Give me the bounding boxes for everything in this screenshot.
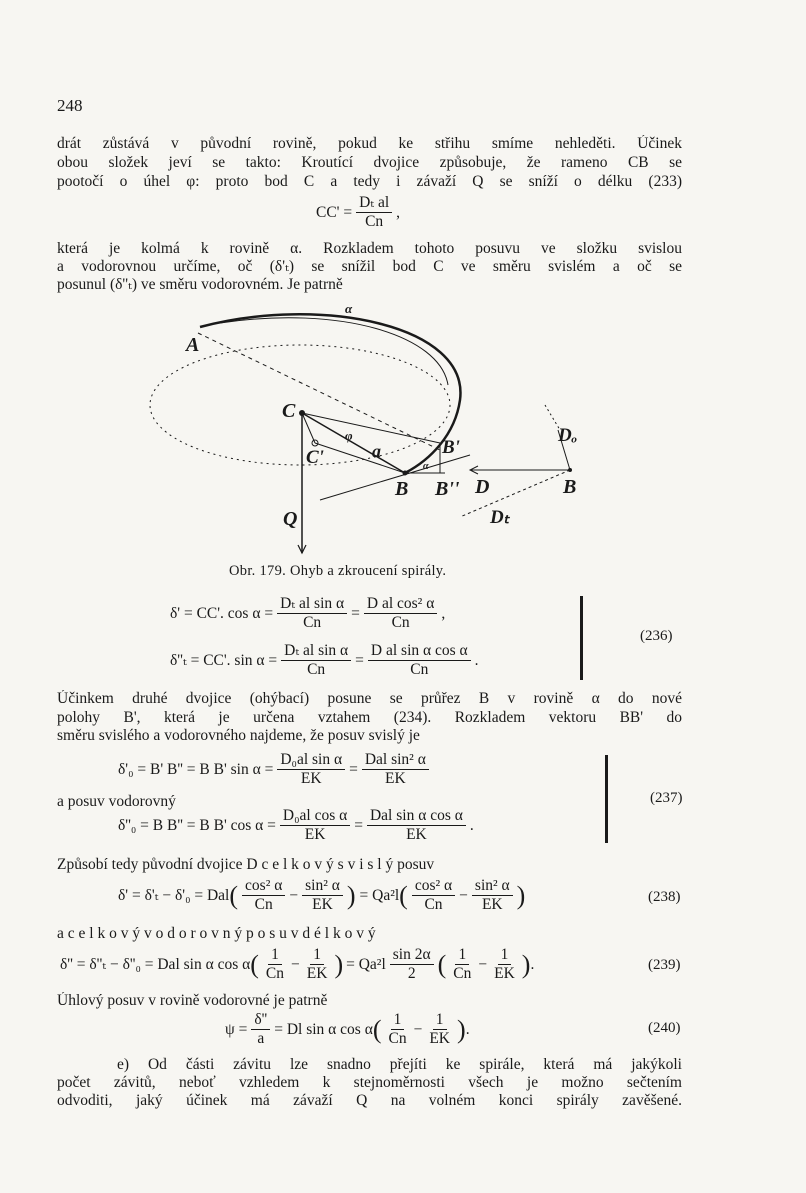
dotted-ellipse <box>150 345 450 465</box>
point-c <box>299 410 305 416</box>
equation-number: (240) <box>648 1020 681 1036</box>
text-line: Způsobí tedy původní dvojice D c e l k o v ý s v i s l ý posuv <box>57 856 435 873</box>
text-line: posunul (δ''ₜ) ve směru vodorovném. Je patrně <box>57 276 343 293</box>
label-d0: Dₒ <box>558 425 578 446</box>
numerator: sin² α <box>472 878 513 896</box>
eq-equals: = <box>354 816 363 834</box>
text-line: Úhlový posuv v rovině vodorovné je patrně <box>57 992 328 1009</box>
fraction <box>242 878 285 913</box>
equation-236-row1 <box>170 596 445 631</box>
text-line: počet závitů, neboť vzhledem k stejnoměrnosti všech je možno sečtením <box>57 1074 682 1091</box>
fraction <box>426 1012 453 1047</box>
equation-240 <box>225 1012 470 1047</box>
label-c: C <box>282 400 296 422</box>
figure-spiral-bending <box>140 295 600 560</box>
text-line: Účinkem druhé dvojice (ohýbací) posune se průřez B v rovině α do nové <box>57 690 682 707</box>
numerator: Dal sin² α <box>362 752 429 770</box>
denominator: Cn <box>365 213 384 230</box>
page-number: 248 <box>57 96 83 115</box>
eq-equals: = <box>355 651 364 669</box>
label-d: D <box>475 476 490 498</box>
figure-caption: Obr. 179. Ohyb a zkroucení spirály. <box>229 563 447 579</box>
equation-237-row1 <box>118 752 433 787</box>
denominator: Cn <box>391 614 410 631</box>
numerator: cos² α <box>242 878 285 896</box>
label-b: B <box>395 478 409 500</box>
denominator: Cn <box>307 661 326 678</box>
equation-233 <box>316 195 400 230</box>
paren: ( <box>229 880 239 910</box>
fraction <box>263 947 287 982</box>
fraction <box>390 947 434 982</box>
label-alpha: α <box>345 301 353 316</box>
fraction <box>362 752 429 787</box>
label-bprime: B' <box>442 437 460 458</box>
fraction <box>277 596 347 631</box>
text-line: a posuv vodorovný <box>57 793 176 810</box>
paren: ) <box>346 880 356 910</box>
eq-lhs: δ''ₜ = CC'. sin α = <box>170 652 278 669</box>
numerator: 1 <box>268 947 282 965</box>
numerator: D₀al cos α <box>280 808 350 826</box>
text-line: polohy B', která je určena vztahem (234). Rozkladem vektoru BB' do <box>57 709 682 726</box>
paren: ( <box>372 1014 382 1044</box>
fraction <box>251 1012 270 1047</box>
denominator: EK <box>494 965 515 982</box>
equation-number: (239) <box>648 957 681 973</box>
denominator: EK <box>304 826 326 843</box>
equation-number: (236) <box>640 628 673 644</box>
label-cprime: C' <box>306 447 324 468</box>
fraction <box>412 878 455 913</box>
fraction <box>364 596 437 631</box>
numerator: 1 <box>310 947 324 965</box>
eq-tail: . <box>530 955 535 973</box>
label-a: A <box>186 334 200 356</box>
label-phi: φ <box>345 428 353 443</box>
eq-lhs: δ''₀ = B B'' = B B' cos α = <box>118 816 276 834</box>
eq-lhs: CC' = <box>316 203 353 221</box>
fraction <box>386 1012 410 1047</box>
text-line: obou složek jeví se takto: Kroutící dvojice způsobuje, že rameno CB se <box>57 154 682 171</box>
paren: ) <box>516 880 526 910</box>
numerator: Dₜ al <box>356 195 392 213</box>
eq-minus: − <box>459 886 468 904</box>
fraction <box>281 643 351 678</box>
point-b <box>403 471 408 476</box>
text-line: a c e l k o v ý v o d o r o v n ý p o s u v d é l k o v ý <box>57 925 376 942</box>
arc-spring <box>200 314 460 473</box>
numerator: Dₜ al sin α <box>281 643 351 661</box>
label-a-small: a <box>372 441 381 461</box>
label-q: Q <box>283 508 298 530</box>
denominator: Cn <box>303 614 322 631</box>
eq-minus: − <box>478 955 488 973</box>
text-line: směru svislého a vodorovného najdeme, že posuv svislý je <box>57 727 420 744</box>
eq-lhs: δ'' = δ''ₜ − δ''₀ = Dal sin α cos α <box>60 956 251 973</box>
fraction <box>367 808 466 843</box>
text-line: a vodorovnou určíme, oč (δ'ₜ) se snížil bod C ve směru svislém a oč se <box>57 258 682 275</box>
eq-equals: = <box>351 604 360 622</box>
eq-lhs: δ' = CC'. cos α = <box>170 604 274 622</box>
numerator: 1 <box>391 1012 405 1030</box>
eq-rhs: = Qa²l <box>346 955 386 973</box>
numerator: Dₜ al sin α <box>277 596 347 614</box>
eq-rhs: = Qa²l <box>359 886 400 904</box>
numerator: cos² α <box>412 878 455 896</box>
numerator: 1 <box>455 947 469 965</box>
fraction <box>280 808 350 843</box>
paren: ) <box>521 949 531 979</box>
label-bdoubleprime: B'' <box>435 478 460 500</box>
equation-239 <box>60 947 534 982</box>
numerator: δ'' <box>251 1012 270 1030</box>
fraction <box>368 643 471 678</box>
numerator: D al sin α cos α <box>368 643 471 661</box>
fraction <box>356 195 392 230</box>
denominator: EK <box>306 965 328 982</box>
equation-237-row2 <box>118 808 474 843</box>
fraction <box>491 947 518 982</box>
fraction <box>304 947 331 982</box>
equation-236-row2 <box>170 643 479 678</box>
denominator: Cn <box>410 661 429 678</box>
numerator: D₀al sin α <box>277 752 345 770</box>
paren: ( <box>399 880 408 910</box>
denominator: EK <box>406 826 427 843</box>
line-cb-prime <box>302 413 440 443</box>
eq-tail: . <box>469 816 474 834</box>
denominator: 2 <box>407 965 416 982</box>
eq-tail: , <box>441 604 446 622</box>
denominator: Cn <box>424 896 443 913</box>
paren: ) <box>334 949 344 979</box>
numerator: 1 <box>498 947 512 965</box>
denominator: Cn <box>453 965 472 982</box>
eq-minus: − <box>291 955 300 973</box>
equation-number: (238) <box>648 889 681 905</box>
fraction <box>472 878 513 913</box>
fraction <box>450 947 474 982</box>
fraction <box>277 752 345 787</box>
eq-minus: − <box>413 1020 423 1038</box>
eq-equals: = <box>349 760 358 778</box>
eq-tail: , <box>396 203 401 221</box>
numerator: D al cos² α <box>364 596 437 614</box>
eq-lhs: δ' = δ'ₜ − δ'₀ = Dal <box>118 887 230 904</box>
label-alpha-small: α <box>423 461 429 472</box>
equation-number: (237) <box>650 790 683 806</box>
equation-238 <box>118 878 525 913</box>
eq-rhs: = Dl sin α cos α <box>274 1020 373 1038</box>
text-line: drát zůstává v původní rovině, pokud ke střihu smíme nehleděti. Účinek <box>57 135 682 152</box>
text-line: která je kolmá k rovině α. Rozkladem tohoto posuvu ve složku svislou <box>57 240 682 257</box>
text-line: odvoditi, jaký účinek má závaží Q na volném konci spirály zavěšené. <box>57 1092 682 1109</box>
denominator: EK <box>312 896 333 913</box>
denominator: Cn <box>265 965 285 982</box>
text-line: pootočí o úhel φ: proto bod C a tedy i závaží Q se sníží o délku (233) <box>57 173 682 190</box>
label-b-right: B <box>563 476 577 498</box>
point-b-right <box>568 468 572 472</box>
denominator: EK <box>429 1030 451 1047</box>
text-line: e) Od části závitu lze snadno přejíti ke spirále, která má jakýkoli <box>117 1056 682 1073</box>
numerator: sin 2α <box>390 947 434 965</box>
denominator: EK <box>300 770 322 787</box>
dashed-line <box>198 333 440 450</box>
eq-lhs: δ'₀ = B' B'' = B B' sin α = <box>118 760 274 778</box>
denominator: a <box>257 1030 265 1047</box>
fraction <box>302 878 343 913</box>
numerator: Dal sin α cos α <box>367 808 466 826</box>
denominator: Cn <box>388 1030 407 1047</box>
denominator: Cn <box>254 896 273 913</box>
label-dt: Dₜ <box>490 507 510 528</box>
paren: ( <box>250 949 259 979</box>
paren: ) <box>457 1014 466 1044</box>
brace-237 <box>605 755 608 843</box>
numerator: 1 <box>433 1012 447 1030</box>
paren: ( <box>437 949 447 979</box>
eq-tail: . <box>465 1020 470 1038</box>
arc-thin <box>220 318 448 385</box>
brace-236 <box>580 596 583 680</box>
denominator: EK <box>385 770 406 787</box>
eq-lhs: ψ = <box>225 1020 248 1038</box>
numerator: sin² α <box>302 878 343 896</box>
eq-tail: . <box>474 651 479 669</box>
eq-minus: − <box>289 886 299 904</box>
denominator: EK <box>481 896 503 913</box>
